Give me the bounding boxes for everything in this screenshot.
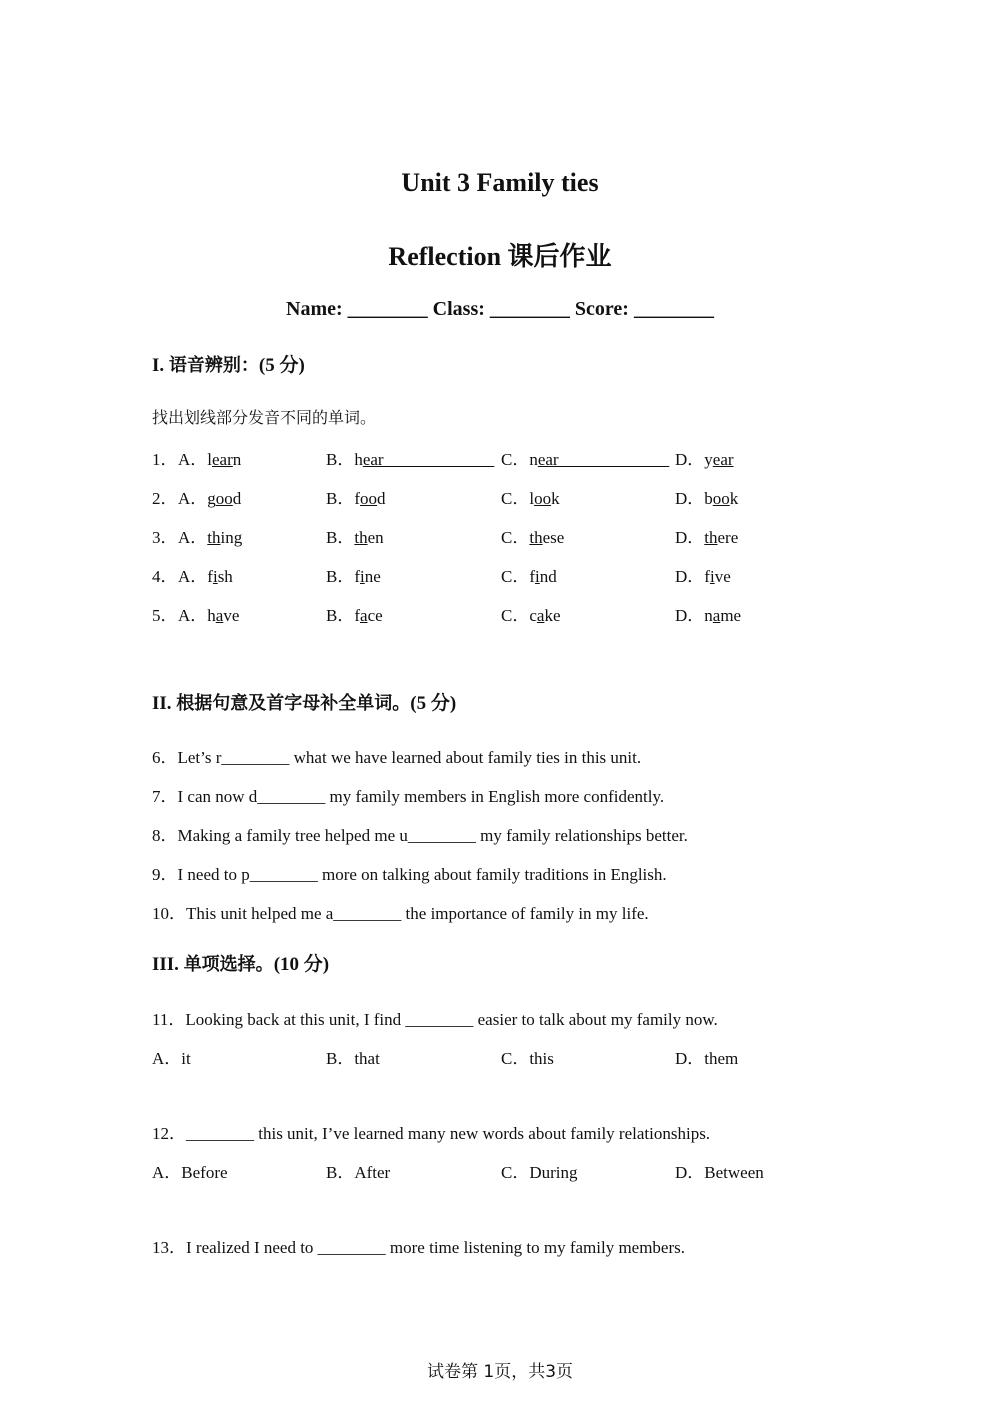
option-label: B． <box>326 528 355 547</box>
option-label: D． <box>675 528 705 547</box>
question-number: 1． <box>152 450 178 469</box>
subtitle-zh: 课后作业 <box>507 242 612 272</box>
option-c <box>501 523 564 548</box>
section-1-instruction: 找出划线部分发音不同的单词。 <box>152 408 377 427</box>
section-3-heading <box>152 949 329 976</box>
option-b <box>326 484 386 509</box>
word-end: ke <box>544 606 561 625</box>
option-a <box>178 445 241 470</box>
underlined-letters: a <box>215 606 224 625</box>
option-label: B． <box>326 450 355 469</box>
option-label: A． <box>178 489 208 508</box>
word-start: f <box>207 567 213 586</box>
section-3-number: III. <box>152 954 184 975</box>
underlined-letters: ear_____________ <box>537 450 670 469</box>
underlined-letters: a <box>360 606 368 625</box>
underlined-letters: ear_____________ <box>362 450 495 469</box>
option-label: D． <box>675 450 705 469</box>
section-2-number: II. <box>152 693 177 714</box>
underlined-letters: oo <box>712 489 730 508</box>
word-start: l <box>207 450 213 469</box>
option-label: C． <box>501 489 530 508</box>
sentence-10: 10．This unit helped me a________ the importance of family in my life. <box>152 904 649 923</box>
word-end: ing <box>220 528 243 547</box>
word-end: ese <box>542 528 565 547</box>
option-c <box>501 484 560 509</box>
option-label: D． <box>675 606 705 625</box>
word-start: f <box>354 606 361 625</box>
phonetics-question-5 <box>152 601 852 625</box>
phonetics-question-3 <box>152 523 852 547</box>
option-label: B． <box>326 606 355 625</box>
underlined-letters: oo <box>360 489 378 508</box>
underlined-letters: i <box>709 567 715 586</box>
section-3-score: (10 分) <box>273 954 330 975</box>
word-end: d <box>377 489 386 508</box>
option-a <box>178 484 241 509</box>
subtitle-en: Reflection <box>388 242 502 271</box>
section-2-score: (5 分) <box>410 693 457 714</box>
option-c: C．During <box>501 1163 578 1182</box>
option-label: B． <box>326 567 355 586</box>
option-a <box>178 523 242 548</box>
word-start: b <box>704 489 713 508</box>
option-b <box>326 445 494 470</box>
option-label: B． <box>326 489 355 508</box>
option-c <box>501 601 560 626</box>
option-d: D．Between <box>675 1163 764 1182</box>
option-c <box>501 445 669 470</box>
option-c <box>501 562 557 587</box>
option-label: D． <box>675 567 705 586</box>
word-end: ne <box>364 567 381 586</box>
option-a <box>178 562 233 587</box>
underlined-letters: a <box>712 606 721 625</box>
option-b <box>326 562 381 587</box>
option-b <box>326 601 383 626</box>
sentence-9: 9．I need to p________ more on talking about family traditions in English. <box>152 865 667 884</box>
word-start: f <box>529 567 536 586</box>
word-start: l <box>529 489 535 508</box>
word-end: ve <box>714 567 731 586</box>
option-b: B．After <box>326 1163 391 1182</box>
sentence-8: 8．Making a family tree helped me u________ my family relationships better. <box>152 826 688 845</box>
word-start: g <box>207 489 216 508</box>
option-a <box>178 601 239 626</box>
underlined-letters: i <box>535 567 540 586</box>
option-d <box>675 523 738 548</box>
word-start: h <box>207 606 216 625</box>
underlined-letters: th <box>529 528 543 547</box>
sentence-7: 7．I can now d________ my family members in English more confidently. <box>152 787 665 806</box>
option-a: A．it <box>152 1049 191 1068</box>
phonetics-question-4 <box>152 562 852 586</box>
underlined-letters: ear <box>212 450 233 469</box>
option-b: B．that <box>326 1049 380 1068</box>
underlined-letters: oo <box>215 489 233 508</box>
section-2-title: 根据句意及首字母补全单词。 <box>176 693 411 714</box>
option-a: A．Before <box>152 1163 228 1182</box>
question-13-stem: 13．I realized I need to ________ more time listening to my family members. <box>152 1238 686 1257</box>
underlined-letters: th <box>207 528 221 547</box>
option-label: A． <box>178 567 208 586</box>
question-number: 5． <box>152 606 178 625</box>
word-start: c <box>529 606 537 625</box>
option-b <box>326 523 384 548</box>
word-end: ere <box>717 528 739 547</box>
word-end: ve <box>223 606 240 625</box>
option-label: D． <box>675 489 705 508</box>
question-number: 4． <box>152 567 178 586</box>
option-c: C．this <box>501 1049 554 1068</box>
phonetics-question-2 <box>152 484 852 508</box>
section-1-number: I. <box>152 355 169 376</box>
word-end: nd <box>539 567 557 586</box>
option-d <box>675 445 734 470</box>
phonetics-question-1 <box>152 445 852 469</box>
option-label: C． <box>501 567 530 586</box>
underlined-letters: oo <box>534 489 552 508</box>
underlined-letters: th <box>704 528 718 547</box>
word-end: k <box>729 489 739 508</box>
option-d <box>675 601 741 626</box>
word-end: sh <box>217 567 233 586</box>
word-end: k <box>551 489 560 508</box>
underlined-letters: ear <box>712 450 734 469</box>
question-12-stem: 12．________ this unit, I’ve learned many new words about family relationships. <box>152 1124 711 1143</box>
underlined-letters: th <box>354 528 368 547</box>
question-number: 3． <box>152 528 178 547</box>
option-label: C． <box>501 528 530 547</box>
word-start: y <box>704 450 713 469</box>
question-number: 2． <box>152 489 178 508</box>
option-d: D．them <box>675 1049 739 1068</box>
word-end: n <box>232 450 242 469</box>
sentence-6: 6．Let’s r________ what we have learned about family ties in this unit. <box>152 748 642 767</box>
question-12-options <box>152 1158 852 1182</box>
underlined-letters: i <box>360 567 365 586</box>
section-3-title: 单项选择。 <box>183 954 274 975</box>
section-2-heading <box>152 688 456 715</box>
word-start: f <box>354 489 361 508</box>
word-start: f <box>354 567 361 586</box>
section-1-title: 语音辨别： <box>168 355 259 376</box>
question-11-stem: 11．Looking back at this unit, I find ________ easier to talk about my family now. <box>152 1010 718 1029</box>
option-label: C． <box>501 450 530 469</box>
option-label: A． <box>178 528 208 547</box>
question-11-options <box>152 1044 852 1068</box>
word-start: n <box>704 606 713 625</box>
option-label: A． <box>178 450 208 469</box>
word-start: h <box>354 450 363 469</box>
page-footer: 试卷第 1页，共3页 <box>426 1362 574 1382</box>
word-start: n <box>529 450 538 469</box>
section-1-heading <box>152 350 305 377</box>
student-info-line: Name: ________ Class: ________ Score: ________ <box>286 298 714 320</box>
option-d <box>675 484 738 509</box>
underlined-letters: a <box>536 606 545 625</box>
word-end: ce <box>367 606 383 625</box>
option-d <box>675 562 731 587</box>
word-end: me <box>720 606 742 625</box>
page-subtitle <box>0 236 1000 273</box>
word-end: d <box>232 489 242 508</box>
page-title: Unit 3 Family ties <box>401 168 599 197</box>
option-label: C． <box>501 606 530 625</box>
word-end: en <box>367 528 384 547</box>
underlined-letters: i <box>212 567 218 586</box>
section-1-score: (5 分) <box>258 355 305 376</box>
option-label: A． <box>178 606 208 625</box>
word-start: f <box>704 567 710 586</box>
